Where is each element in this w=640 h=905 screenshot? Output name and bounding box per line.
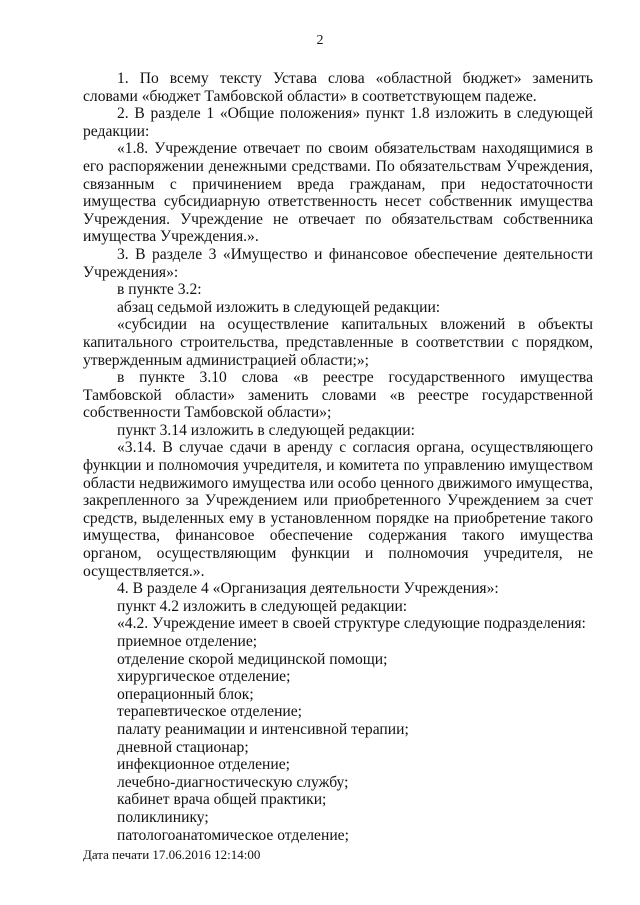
- page-number: 2: [316, 33, 324, 48]
- paragraph-clause-4-2: «4.2. Учреждение имеет в своей структуре следующие подразделения:: [117, 615, 586, 633]
- list-item: инфекционное отделение;: [117, 756, 290, 774]
- list-item: кабинет врача общей практики;: [117, 791, 327, 809]
- paragraph-1: 1. По всему тексту Устава слова «областной бюджет» заменить словами «бюджет Тамбовской области» в соответствующем падеже.: [83, 70, 593, 105]
- paragraph-point-3-2: в пункте 3.2:: [117, 281, 202, 299]
- list-item: терапевтическое отделение;: [117, 703, 303, 721]
- list-item: поликлинику;: [117, 808, 209, 826]
- paragraph-3: 3. В разделе 3 «Имущество и финансовое обеспечение деятельности Учреждения»:: [83, 245, 593, 281]
- document-body: [83, 70, 593, 844]
- list-item: дневной стационар;: [117, 738, 249, 756]
- list-item: приемное отделение;: [117, 633, 258, 650]
- print-date-footer: Дата печати 17.06.2016 12:14:00: [83, 847, 261, 862]
- list-item: палату реанимации и интенсивной терапии;: [117, 720, 409, 738]
- paragraph-point-4-2: пункт 4.2 изложить в следующей редакции:: [117, 597, 408, 615]
- list-item: отделение скорой медицинской помощи;: [117, 650, 388, 668]
- list-item: лечебно-диагностическую службу;: [117, 773, 349, 791]
- paragraph-clause-1-8: «1.8. Учреждение отвечает по своим обязательствам находящимися в его распоряжении денежными средствами. По обязательствам Учреждения, связанным с причинением вреда гражданам, при недостаточности имущества субсидиарную ответственность несет собственник имущества Учреждения. Учреждение не отвечает по обязательствам собственника имущества Учреждения.».: [83, 140, 593, 246]
- list-item: патологоанатомическое отделение;: [117, 826, 349, 844]
- paragraph-point-3-14: пункт 3.14 изложить в следующей редакции:: [117, 421, 415, 439]
- paragraph-point-3-10: в пункте 3.10 слова «в реестре государственного имущества Тамбовской области» заменить словами «в реестре государственной собственности Тамбовской области»;: [83, 369, 593, 422]
- list-item: операционный блок;: [117, 685, 254, 703]
- paragraph-clause-3-14: «3.14. В случае сдачи в аренду с согласия органа, осуществляющего функции и полномочия учредителя, и комитета по управлению имуществом области недвижимого имущества или особо ценного движимого имущества, закрепленного за Учреждением или приобретенного Учреждением за счет средств, выделенных ему в установленном порядке на приобретение такого имущества, финансовое обеспечение содержания такого имущества органом, осуществляющим функции и полномочия учредителя, не осуществляется.».: [83, 439, 593, 580]
- list-item: хирургическое отделение;: [117, 668, 291, 686]
- divisions-list: [83, 633, 593, 844]
- paragraph-subsidies: «субсидии на осуществление капитальных вложений в объекты капитального строительства, представленные в соответствии с порядком, утвержденным администрацией области;»;: [83, 316, 593, 369]
- paragraph-2: 2. В разделе 1 «Общие положения» пункт 1.8 изложить в следующей редакции:: [83, 105, 593, 140]
- paragraph-abzac-7: абзац седьмой изложить в следующей редакции:: [117, 298, 441, 316]
- paragraph-4: 4. В разделе 4 «Организация деятельности Учреждения»:: [117, 580, 499, 598]
